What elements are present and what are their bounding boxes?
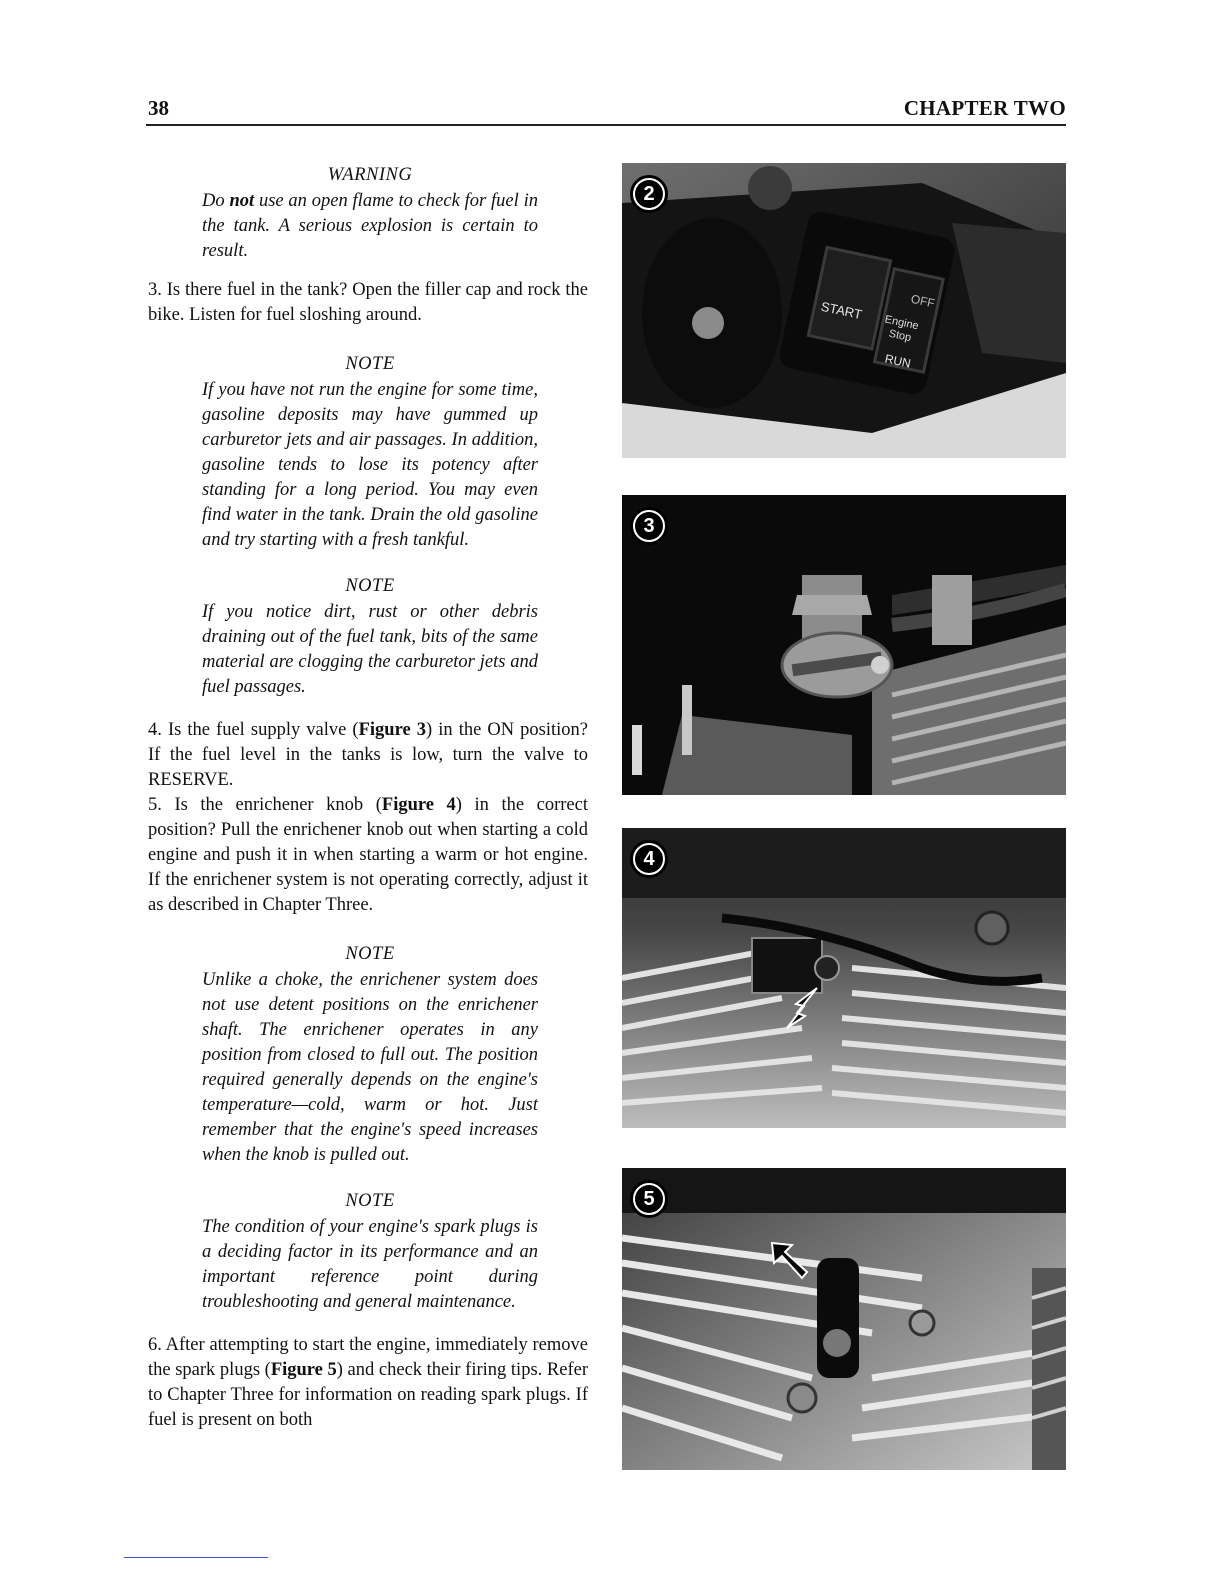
start-label: START [819, 298, 864, 323]
header-divider [146, 124, 1066, 126]
figure-3-photo [622, 495, 1066, 795]
stop-label: Stop [887, 327, 913, 345]
note-3-title: NOTE [345, 944, 395, 964]
warning-text: Do not use an open flame to check for fuel in the tank. A serious explosion is certain to result. [202, 191, 538, 261]
run-label: RUN [883, 351, 913, 371]
figure-5-ref: Figure 5 [270, 1360, 337, 1380]
note-3-text: Unlike a choke, the enrichener system does not use detent positions on the enrichener shaft. The enrichener operates in any position from closed to full out. The position required generally depends on the engine's temperature—cold, warm or hot. Just remember that the engine's speed increases when the knob is pulled out. [202, 970, 538, 1165]
figure-3-badge: 3 [630, 507, 668, 545]
figure-4-ref: Figure 4 [381, 795, 456, 815]
off-label: OFF [909, 291, 937, 311]
note-3 [202, 942, 538, 1168]
chapter-title: CHAPTER TWO [903, 96, 1066, 120]
figure-3-ref: Figure 3 [358, 720, 426, 740]
figure-2-photo [622, 163, 1066, 458]
step-4: 4. Is the fuel supply valve (Figure 3) in the ON position? If the fuel level in the tanks is low, turn the valve to RESERVE. [148, 720, 588, 790]
figure-2-badge: 2 [630, 175, 668, 213]
note-1 [202, 352, 538, 553]
note-2-title: NOTE [345, 576, 395, 596]
note-4-title: NOTE [345, 1191, 395, 1211]
figure-4-badge: 4 [630, 840, 668, 878]
step-5: 5. Is the enrichener knob (Figure 4) in the correct position? Pull the enrichener knob out when starting a cold engine and push it in when starting a warm or hot engine. If the enrichener system is not operating correctly, adjust it as described in Chapter Three. [148, 795, 588, 915]
page-number: 38 [148, 96, 169, 120]
figure-5-photo [622, 1168, 1066, 1470]
text-column [148, 163, 588, 1433]
figure-4-photo [622, 828, 1066, 1128]
step-3: 3. Is there fuel in the tank? Open the filler cap and rock the bike. Listen for fuel sloshing around. [148, 280, 588, 325]
fuel-valve-image [622, 495, 1066, 795]
note-4 [202, 1189, 538, 1315]
warning-block [202, 163, 538, 264]
footnote-divider [124, 1557, 268, 1558]
engine-label: Engine [883, 313, 920, 333]
note-1-title: NOTE [345, 354, 395, 374]
step-6: 6. After attempting to start the engine, immediately remove the spark plugs (Figure 5) and check their firing tips. Refer to Chapter Three for information on reading spark plugs. If fuel is present on both [148, 1335, 588, 1430]
note-2 [202, 574, 538, 700]
figure-5-badge: 5 [630, 1180, 668, 1218]
warning-title: WARNING [327, 165, 413, 185]
enrichener-knob-image [622, 828, 1066, 1128]
note-1-text: If you have not run the engine for some time, gasoline deposits may have gummed up carburetor jets and air passages. In addition, gasoline tends to lose its potency after standing for a long period. You may even find water in the tank. Drain the old gasoline and try starting with a fresh tankful. [202, 380, 538, 550]
note-2-text: If you notice dirt, rust or other debris draining out of the fuel tank, bits of the same material are clogging the carburetor jets and fuel passages. [202, 602, 538, 697]
spark-plug-image [622, 1168, 1066, 1470]
note-4-text: The condition of your engine's spark plugs is a deciding factor in its performance and an important reference point during troubleshooting and general maintenance. [202, 1217, 538, 1312]
handlebar-switch-image [622, 163, 1066, 458]
